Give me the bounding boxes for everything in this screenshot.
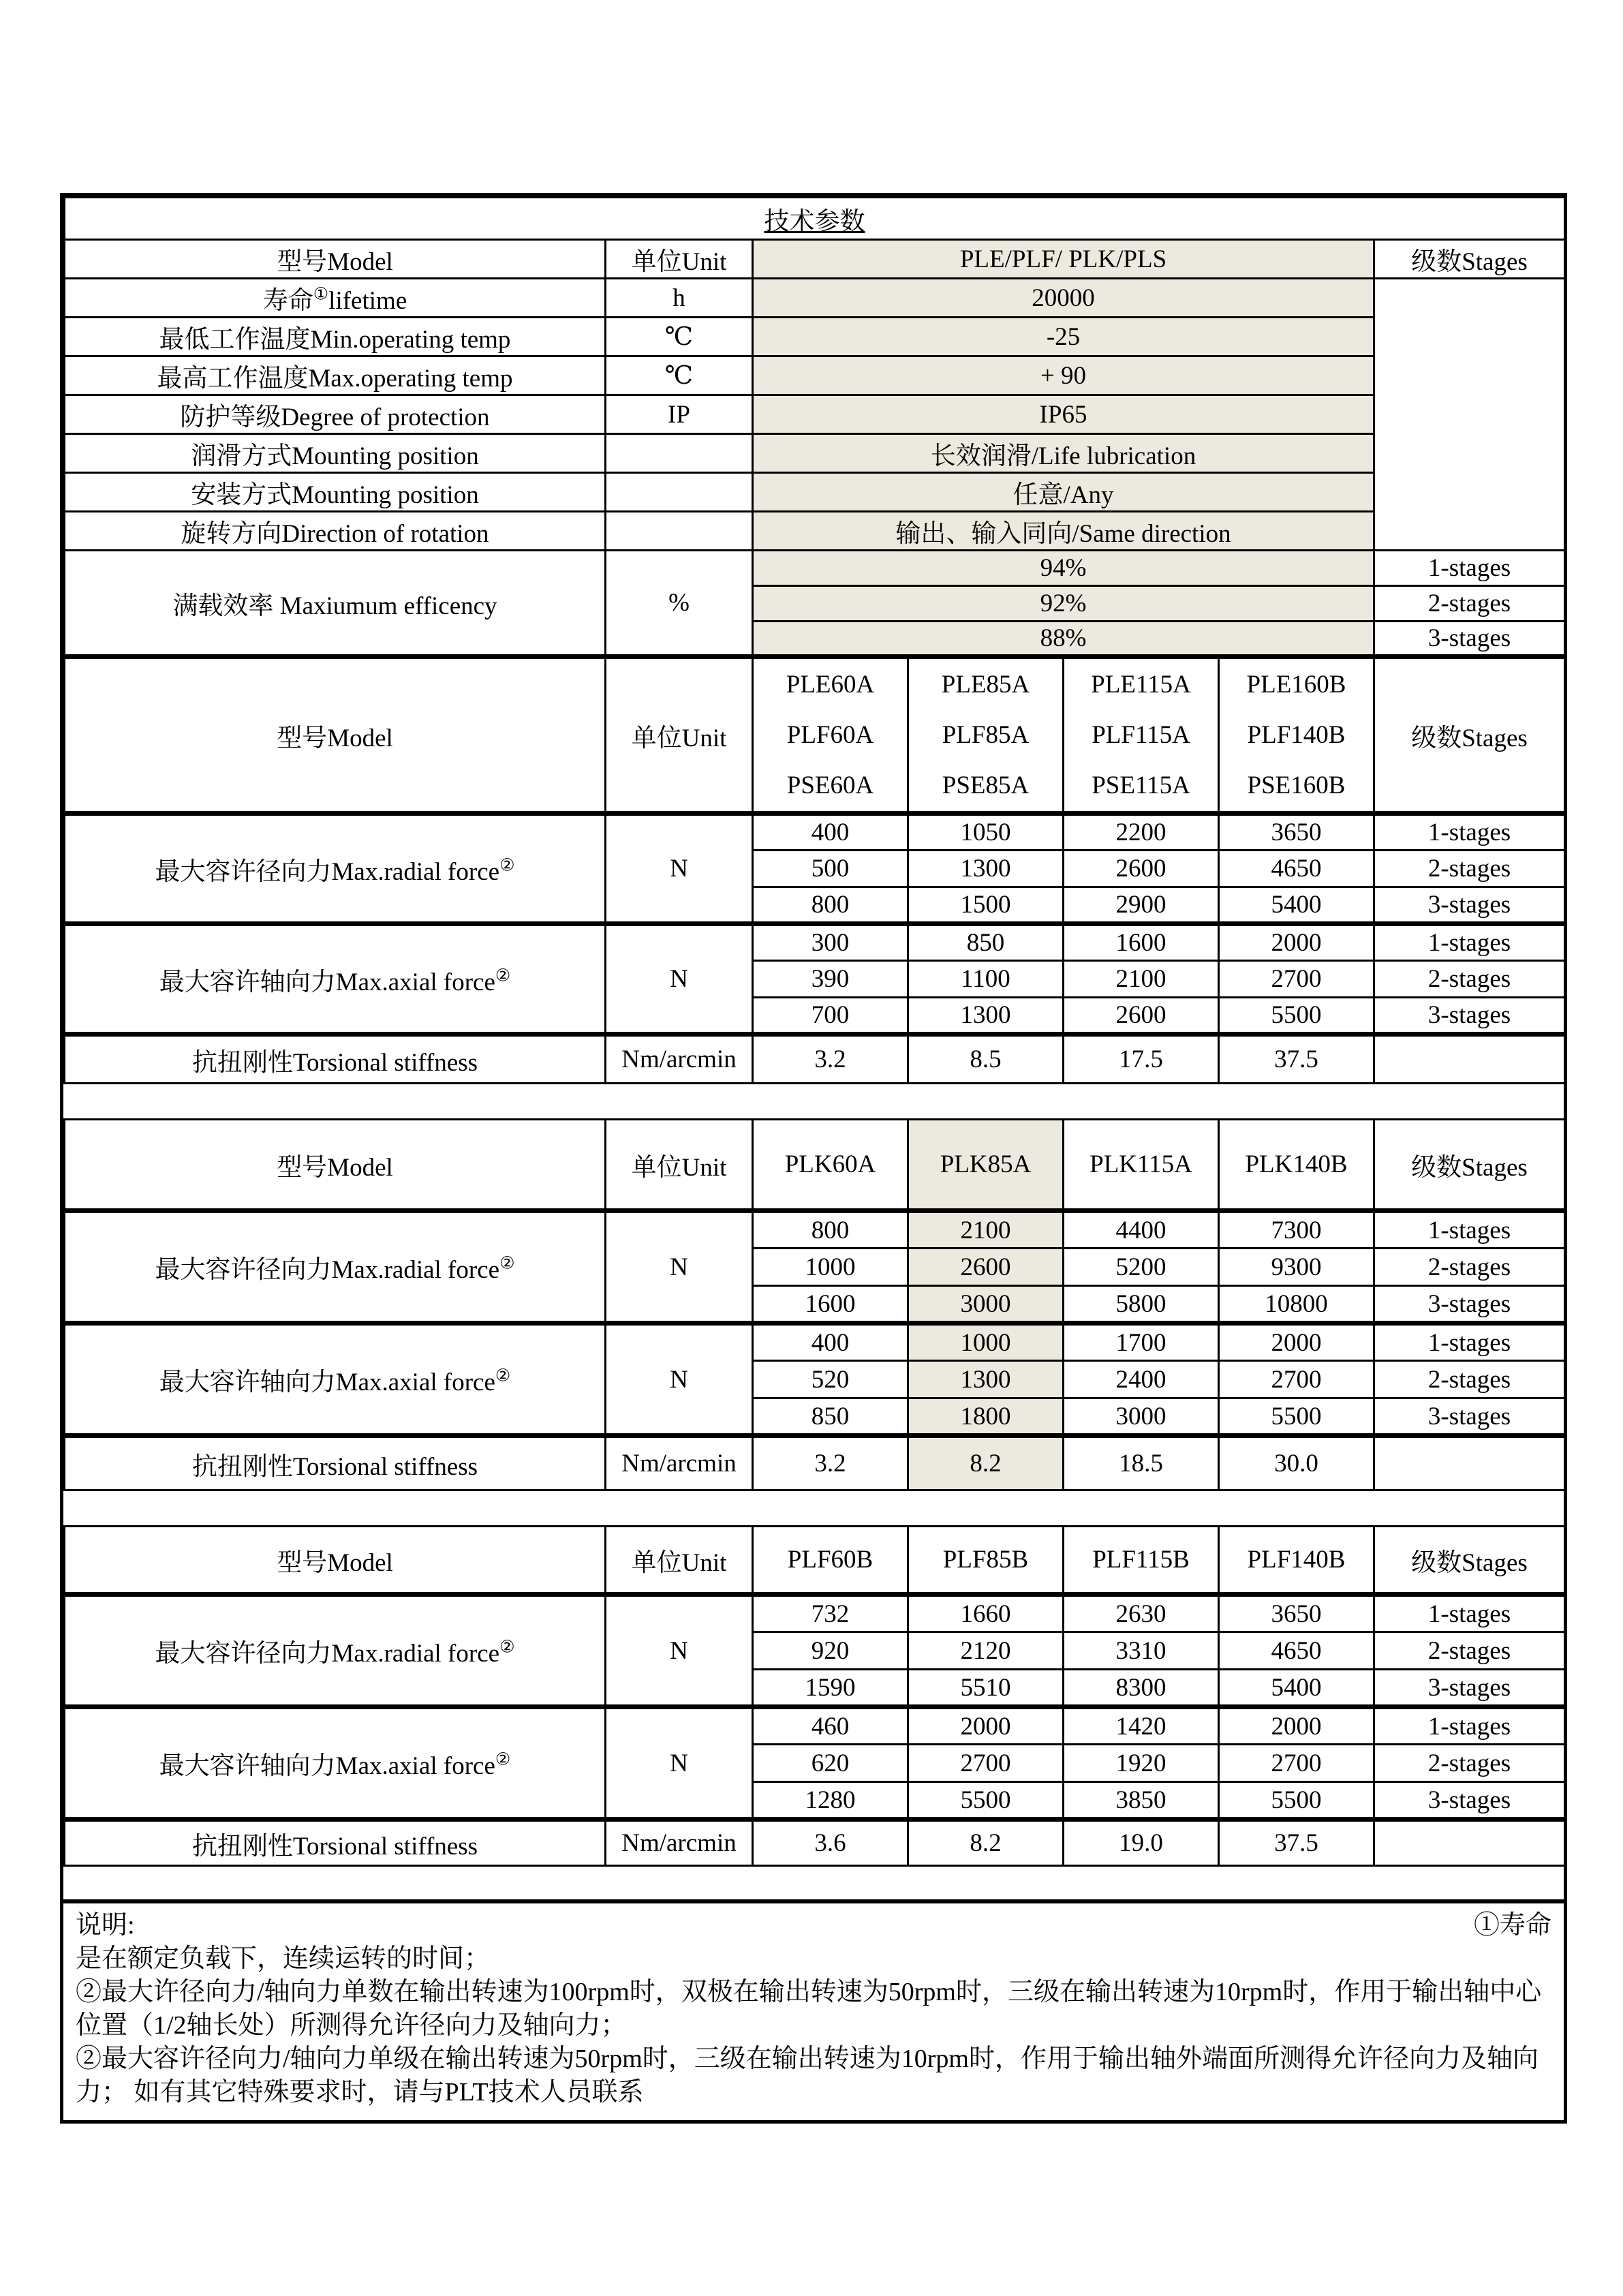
value-cell: 5400 xyxy=(1219,1670,1374,1707)
value-cell: 3650 xyxy=(1219,814,1374,851)
efficiency-unit: % xyxy=(606,551,753,657)
general-spec-table xyxy=(63,196,1566,1084)
footnote-2-marker: ② xyxy=(495,1750,511,1769)
unit-header: 单位Unit xyxy=(606,657,753,814)
value-cell: 700 xyxy=(753,998,908,1035)
value-cell: 1420 xyxy=(1064,1707,1219,1745)
value-cell: 4650 xyxy=(1219,851,1374,887)
unit-header: 单位Unit xyxy=(606,1120,753,1211)
value-cell: 850 xyxy=(753,1398,908,1436)
stiffness-unit: Nm/arcmin xyxy=(606,1035,753,1084)
mounting-label: 安装方式Mounting position xyxy=(65,473,606,512)
stiffness-unit: Nm/arcmin xyxy=(606,1436,753,1490)
max-temp-unit: ℃ xyxy=(606,356,753,395)
lifetime-value: 20000 xyxy=(753,279,1374,318)
value-cell: 3850 xyxy=(1064,1782,1219,1820)
mounting-unit xyxy=(606,473,753,512)
stiffness-label: 抗扭刚性Torsional stiffness xyxy=(65,1035,606,1084)
model-column-header: PLF115B xyxy=(1064,1527,1219,1595)
lifetime-unit: h xyxy=(606,279,753,318)
notes-ref-lifetime: ①寿命 xyxy=(1473,1911,1551,1940)
value-cell: 18.5 xyxy=(1064,1436,1219,1490)
value-cell: 520 xyxy=(753,1361,908,1398)
value-cell: 2700 xyxy=(1219,1745,1374,1782)
value-cell: 5800 xyxy=(1064,1286,1219,1323)
value-cell: 850 xyxy=(908,924,1064,961)
value-cell: 4400 xyxy=(1064,1211,1219,1249)
value-cell: 8.5 xyxy=(908,1035,1064,1084)
stage-label: 1-stages xyxy=(1374,1707,1565,1745)
value-cell: 4650 xyxy=(1219,1632,1374,1670)
stage-label: 1-stages xyxy=(1374,551,1565,586)
unit-header: 单位Unit xyxy=(606,1527,753,1595)
value-cell: 800 xyxy=(753,1211,908,1249)
value-cell: 5500 xyxy=(1219,1398,1374,1436)
value-cell: 800 xyxy=(753,887,908,924)
model-header: 型号Model xyxy=(65,657,606,814)
stage-label: 2-stages xyxy=(1374,1745,1565,1782)
series-header: PLE/PLF/ PLK/PLS xyxy=(753,240,1374,279)
footnote-1-marker: ① xyxy=(313,285,329,304)
radial-force-label: 最大容许径向力Max.radial force② xyxy=(65,814,606,924)
mounting-value: 任意/Any xyxy=(753,473,1374,512)
spec-sheet xyxy=(60,193,1567,2124)
stage-label: 3-stages xyxy=(1374,887,1565,924)
stages-empty-cell xyxy=(1374,279,1565,551)
unit-header: 单位Unit xyxy=(606,240,753,279)
rotation-value: 输出、输入同向/Same direction xyxy=(753,512,1374,551)
stage-label: 2-stages xyxy=(1374,961,1565,998)
stages-header: 级数Stages xyxy=(1374,1527,1565,1595)
model-column-header: PLF140B xyxy=(1219,1527,1374,1595)
value-cell: 920 xyxy=(753,1632,908,1670)
value-cell: 2700 xyxy=(908,1745,1064,1782)
value-cell: 460 xyxy=(753,1707,908,1745)
footnote-2-marker: ② xyxy=(499,1254,515,1273)
note-line-2: ②最大许径向力/轴向力单数在输出转速为100rpm时，双极在输出转速为50rpm时，三级在输出转速为10rpm时，作用于输出轴中心位置（1/2轴长处）所测得允许径向力及轴向力； xyxy=(76,1978,1542,2040)
value-cell: 2600 xyxy=(908,1249,1064,1286)
value-cell: 2000 xyxy=(1219,924,1374,961)
value-cell: 1920 xyxy=(1064,1745,1219,1782)
value-cell: 5500 xyxy=(1219,998,1374,1035)
force-unit: N xyxy=(606,924,753,1035)
min-temp-label: 最低工作温度Min.operating temp xyxy=(65,318,606,356)
value-cell: 5400 xyxy=(1219,887,1374,924)
efficiency-1stage: 94% xyxy=(753,551,1374,586)
min-temp-unit: ℃ xyxy=(606,318,753,356)
max-temp-value: + 90 xyxy=(753,356,1374,395)
value-cell: 1590 xyxy=(753,1670,908,1707)
rotation-label: 旋转方向Direction of rotation xyxy=(65,512,606,551)
protection-unit: IP xyxy=(606,395,753,434)
value-cell: 2120 xyxy=(908,1632,1064,1670)
model-header: 型号Model xyxy=(65,240,606,279)
value-cell: 1280 xyxy=(753,1782,908,1820)
value-cell: 400 xyxy=(753,814,908,851)
model-column-header: PLF60B xyxy=(753,1527,908,1595)
value-cell: 2000 xyxy=(1219,1323,1374,1361)
value-cell: 2000 xyxy=(1219,1707,1374,1745)
value-cell: 2600 xyxy=(1064,998,1219,1035)
value-cell: 3.6 xyxy=(753,1820,908,1866)
value-cell: 3000 xyxy=(908,1286,1064,1323)
stage-label: 3-stages xyxy=(1374,622,1565,657)
force-unit: N xyxy=(606,1707,753,1820)
force-unit: N xyxy=(606,1323,753,1436)
value-cell: 1700 xyxy=(1064,1323,1219,1361)
model-column-header: PLE85A PLF85A PSE85A xyxy=(908,657,1064,814)
value-cell: 3000 xyxy=(1064,1398,1219,1436)
value-cell: 8.2 xyxy=(908,1436,1064,1490)
value-cell: 390 xyxy=(753,961,908,998)
page-title: 技术参数 xyxy=(764,207,865,236)
value-cell: 620 xyxy=(753,1745,908,1782)
value-cell: 300 xyxy=(753,924,908,961)
plfb-spec-table xyxy=(63,1525,1566,1867)
note-line-1: 是在额定负载下，连续运转的时间； xyxy=(76,1944,491,1973)
stage-label: 1-stages xyxy=(1374,814,1565,851)
table-gap xyxy=(63,1867,1564,1899)
value-cell: 19.0 xyxy=(1064,1820,1219,1866)
value-cell: 5500 xyxy=(1219,1782,1374,1820)
model-column-header: PLK140B xyxy=(1219,1120,1374,1211)
value-cell: 10800 xyxy=(1219,1286,1374,1323)
value-cell: 2700 xyxy=(1219,1361,1374,1398)
value-cell: 5510 xyxy=(908,1670,1064,1707)
stages-header: 级数Stages xyxy=(1374,240,1565,279)
rotation-unit xyxy=(606,512,753,551)
value-cell: 1300 xyxy=(908,998,1064,1035)
stages-empty-cell xyxy=(1374,1035,1565,1084)
value-cell: 1000 xyxy=(908,1323,1064,1361)
value-cell: 1000 xyxy=(753,1249,908,1286)
value-cell: 3650 xyxy=(1219,1595,1374,1632)
table-gap xyxy=(63,1491,1564,1525)
table-gap xyxy=(63,1084,1564,1118)
value-cell: 1600 xyxy=(753,1286,908,1323)
model-column-header: PLK60A xyxy=(753,1120,908,1211)
value-cell: 37.5 xyxy=(1219,1035,1374,1084)
stages-empty-cell xyxy=(1374,1436,1565,1490)
value-cell: 3310 xyxy=(1064,1632,1219,1670)
stage-label: 2-stages xyxy=(1374,1632,1565,1670)
model-column-header: PLF85B xyxy=(908,1527,1064,1595)
stage-label: 1-stages xyxy=(1374,1323,1565,1361)
lubrication-label: 润滑方式Mounting position xyxy=(65,434,606,473)
model-column-header: PLE160B PLF140B PSE160B xyxy=(1219,657,1374,814)
efficiency-3stage: 88% xyxy=(753,622,1374,657)
force-unit: N xyxy=(606,814,753,924)
lubrication-unit xyxy=(606,434,753,473)
stage-label: 2-stages xyxy=(1374,1361,1565,1398)
value-cell: 3.2 xyxy=(753,1035,908,1084)
value-cell: 1500 xyxy=(908,887,1064,924)
stage-label: 2-stages xyxy=(1374,1249,1565,1286)
value-cell: 1600 xyxy=(1064,924,1219,961)
stiffness-label: 抗扭刚性Torsional stiffness xyxy=(65,1436,606,1490)
value-cell: 37.5 xyxy=(1219,1820,1374,1866)
stage-label: 3-stages xyxy=(1374,1670,1565,1707)
model-column-header-highlighted: PLK85A xyxy=(908,1120,1064,1211)
value-cell: 8.2 xyxy=(908,1820,1064,1866)
lifetime-label: 寿命①lifetime xyxy=(65,279,606,318)
value-cell: 1800 xyxy=(908,1398,1064,1436)
value-cell: 732 xyxy=(753,1595,908,1632)
max-temp-label: 最高工作温度Max.operating temp xyxy=(65,356,606,395)
stage-label: 3-stages xyxy=(1374,1782,1565,1820)
protection-label: 防护等级Degree of protection xyxy=(65,395,606,434)
force-unit: N xyxy=(606,1595,753,1707)
value-cell: 7300 xyxy=(1219,1211,1374,1249)
stiffness-unit: Nm/arcmin xyxy=(606,1820,753,1866)
model-column-header: PLK115A xyxy=(1064,1120,1219,1211)
stage-label: 1-stages xyxy=(1374,1595,1565,1632)
axial-force-label: 最大容许轴向力Max.axial force② xyxy=(65,1323,606,1436)
model-header: 型号Model xyxy=(65,1527,606,1595)
footnotes-header xyxy=(76,1909,1551,1942)
note-line-3: ②最大容许径向力/轴向力单级在输出转速为50rpm时，三级在输出转速为10rpm时，作用于输出轴外端面所测得允许径向力及轴向力； 如有其它特殊要求时，请与PLT技术人员联系 xyxy=(76,2045,1539,2107)
force-unit: N xyxy=(606,1211,753,1323)
value-cell: 2200 xyxy=(1064,814,1219,851)
value-cell: 2630 xyxy=(1064,1595,1219,1632)
plk-spec-table xyxy=(63,1118,1566,1491)
value-cell: 8300 xyxy=(1064,1670,1219,1707)
value-cell: 2600 xyxy=(1064,851,1219,887)
model-column-header: PLE60A PLF60A PSE60A xyxy=(753,657,908,814)
value-cell: 2100 xyxy=(1064,961,1219,998)
value-cell: 1300 xyxy=(908,1361,1064,1398)
footnotes-section xyxy=(63,1899,1564,2120)
stages-empty-cell xyxy=(1374,1820,1565,1866)
value-cell: 30.0 xyxy=(1219,1436,1374,1490)
value-cell: 9300 xyxy=(1219,1249,1374,1286)
footnote-2-marker: ② xyxy=(499,856,515,875)
stage-label: 3-stages xyxy=(1374,998,1565,1035)
value-cell: 2000 xyxy=(908,1707,1064,1745)
efficiency-label: 满载效率 Maxiumum efficency xyxy=(65,551,606,657)
value-cell: 17.5 xyxy=(1064,1035,1219,1084)
value-cell: 5500 xyxy=(908,1782,1064,1820)
value-cell: 5200 xyxy=(1064,1249,1219,1286)
stage-label: 1-stages xyxy=(1374,1211,1565,1249)
stage-label: 3-stages xyxy=(1374,1286,1565,1323)
sheet-title-cell xyxy=(65,198,1565,240)
min-temp-value: -25 xyxy=(753,318,1374,356)
stage-label: 1-stages xyxy=(1374,924,1565,961)
stage-label: 3-stages xyxy=(1374,1398,1565,1436)
stiffness-label: 抗扭刚性Torsional stiffness xyxy=(65,1820,606,1866)
model-header: 型号Model xyxy=(65,1120,606,1211)
stage-label: 2-stages xyxy=(1374,586,1565,622)
footnote-2-marker: ② xyxy=(499,1638,515,1657)
stages-header: 级数Stages xyxy=(1374,1120,1565,1211)
value-cell: 1300 xyxy=(908,851,1064,887)
value-cell: 2100 xyxy=(908,1211,1064,1249)
value-cell: 2400 xyxy=(1064,1361,1219,1398)
axial-force-label: 最大容许轴向力Max.axial force② xyxy=(65,1707,606,1820)
value-cell: 1660 xyxy=(908,1595,1064,1632)
radial-force-label: 最大容许径向力Max.radial force② xyxy=(65,1595,606,1707)
value-cell: 400 xyxy=(753,1323,908,1361)
axial-force-label: 最大容许轴向力Max.axial force② xyxy=(65,924,606,1035)
lubrication-value: 长效润滑/Life lubrication xyxy=(753,434,1374,473)
value-cell: 3.2 xyxy=(753,1436,908,1490)
stage-label: 2-stages xyxy=(1374,851,1565,887)
value-cell: 1050 xyxy=(908,814,1064,851)
notes-heading: 说明: xyxy=(76,1911,135,1940)
footnote-2-marker: ② xyxy=(495,966,511,985)
value-cell: 2900 xyxy=(1064,887,1219,924)
model-column-header: PLE115A PLF115A PSE115A xyxy=(1064,657,1219,814)
protection-value: IP65 xyxy=(753,395,1374,434)
value-cell: 2700 xyxy=(1219,961,1374,998)
efficiency-2stage: 92% xyxy=(753,586,1374,622)
value-cell: 1100 xyxy=(908,961,1064,998)
radial-force-label: 最大容许径向力Max.radial force② xyxy=(65,1211,606,1323)
value-cell: 500 xyxy=(753,851,908,887)
footnote-2-marker: ② xyxy=(495,1366,511,1386)
stages-header: 级数Stages xyxy=(1374,657,1565,814)
